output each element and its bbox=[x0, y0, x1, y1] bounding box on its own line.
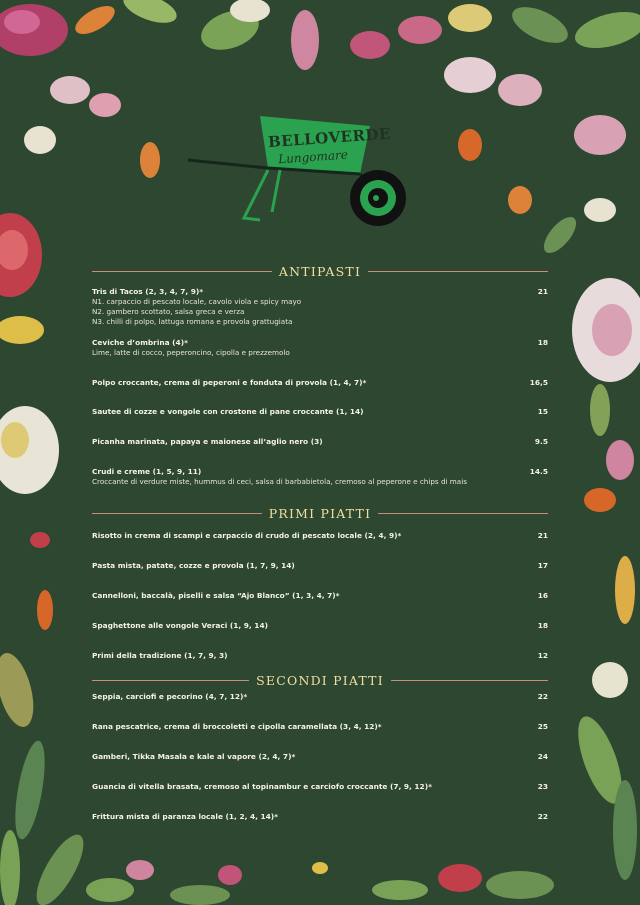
logo-subtitle: Lungomare bbox=[277, 147, 349, 167]
item-name: Seppia, carciofi e pecorino (4, 7, 12)* bbox=[92, 692, 248, 701]
menu-item bbox=[92, 338, 548, 358]
menu-item bbox=[92, 437, 548, 447]
section-title-secondi-piatti: SECONDI PIATTI bbox=[92, 671, 548, 689]
item-price: 22 bbox=[537, 812, 548, 821]
item-name: Picanha marinata, papaya e maionese all’aglio nero (3) bbox=[92, 437, 323, 446]
item-name: Gamberi, Tikka Masala e kale al vapore (2, 4, 7)* bbox=[92, 752, 296, 761]
menu-item bbox=[92, 621, 548, 631]
menu-item bbox=[92, 561, 548, 571]
menu-item bbox=[92, 467, 548, 487]
menu-item bbox=[92, 722, 548, 732]
section-title-antipasti: ANTIPASTI bbox=[92, 262, 548, 280]
belloverde-logo bbox=[184, 112, 410, 228]
item-name: Sautee di cozze e vongole con crostone di pane croccante (1, 14) bbox=[92, 407, 364, 416]
section-title-primi-piatti: PRIMI PIATTI bbox=[92, 504, 548, 522]
item-name: Tris di Tacos (2, 3, 4, 7, 9)* bbox=[92, 287, 204, 296]
item-price: 12 bbox=[537, 651, 548, 660]
item-name: Guancia di vitella brasata, cremoso al topinambur e carciofo croccante (7, 9, 12)* bbox=[92, 782, 432, 791]
item-name: Spaghettone alle vongole Veraci (1, 9, 14) bbox=[92, 621, 268, 630]
item-price: 9.5 bbox=[534, 437, 548, 446]
item-description: Croccante di verdure miste, hummus di ceci, salsa di barbabietola, cremoso al peperone e chips di mais bbox=[92, 477, 467, 486]
item-price: 24 bbox=[537, 752, 548, 761]
menu-item bbox=[92, 752, 548, 762]
item-price: 21 bbox=[537, 531, 548, 540]
menu-item bbox=[92, 692, 548, 702]
item-price: 16,5 bbox=[529, 378, 548, 387]
item-name: Primi della tradizione (1, 7, 9, 3) bbox=[92, 651, 228, 660]
item-name: Frittura mista di paranza locale (1, 2, 4, 14)* bbox=[92, 812, 279, 821]
item-price: 15 bbox=[537, 407, 548, 416]
item-description: N3. chilli di polpo, lattuga romana e provola grattugiata bbox=[92, 317, 293, 326]
item-name: Risotto in crema di scampi e carpaccio di crudo di pescato locale (2, 4, 9)* bbox=[92, 531, 402, 540]
item-price: 25 bbox=[537, 722, 548, 731]
item-price: 14.5 bbox=[529, 467, 548, 476]
item-description: N1. carpaccio di pescato locale, cavolo viola e spicy mayo bbox=[92, 297, 302, 306]
menu-item bbox=[92, 591, 548, 601]
item-price: 18 bbox=[537, 621, 548, 630]
menu-item bbox=[92, 287, 548, 327]
item-name: Ceviche d’ombrina (4)* bbox=[92, 338, 188, 347]
item-name: Polpo croccante, crema di peperoni e fonduta di provola (1, 4, 7)* bbox=[92, 378, 367, 387]
item-name: Crudi e creme (1, 5, 9, 11) bbox=[92, 467, 202, 476]
item-price: 16 bbox=[537, 591, 548, 600]
menu-item bbox=[92, 651, 548, 661]
item-name: Cannelloni, baccalà, piselli e salsa “Ajo Blanco” (1, 3, 4, 7)* bbox=[92, 591, 340, 600]
item-description: N2. gambero scottato, salsa greca e verza bbox=[92, 307, 245, 316]
item-name: Pasta mista, patate, cozze e provola (1, 7, 9, 14) bbox=[92, 561, 295, 570]
item-price: 17 bbox=[537, 561, 548, 570]
item-price: 22 bbox=[537, 692, 548, 701]
item-price: 18 bbox=[537, 338, 548, 347]
item-description: Lime, latte di cocco, peperoncino, cipolla e prezzemolo bbox=[92, 348, 290, 357]
menu-item bbox=[92, 531, 548, 541]
item-price: 21 bbox=[537, 287, 548, 296]
menu-item bbox=[92, 407, 548, 417]
item-price: 23 bbox=[537, 782, 548, 791]
logo-title: BELLOVERDE bbox=[267, 124, 392, 152]
menu-item bbox=[92, 812, 548, 822]
menu-item bbox=[92, 378, 548, 388]
item-name: Rana pescatrice, crema di broccoletti e cipolla caramellata (3, 4, 12)* bbox=[92, 722, 382, 731]
menu-item bbox=[92, 782, 548, 792]
